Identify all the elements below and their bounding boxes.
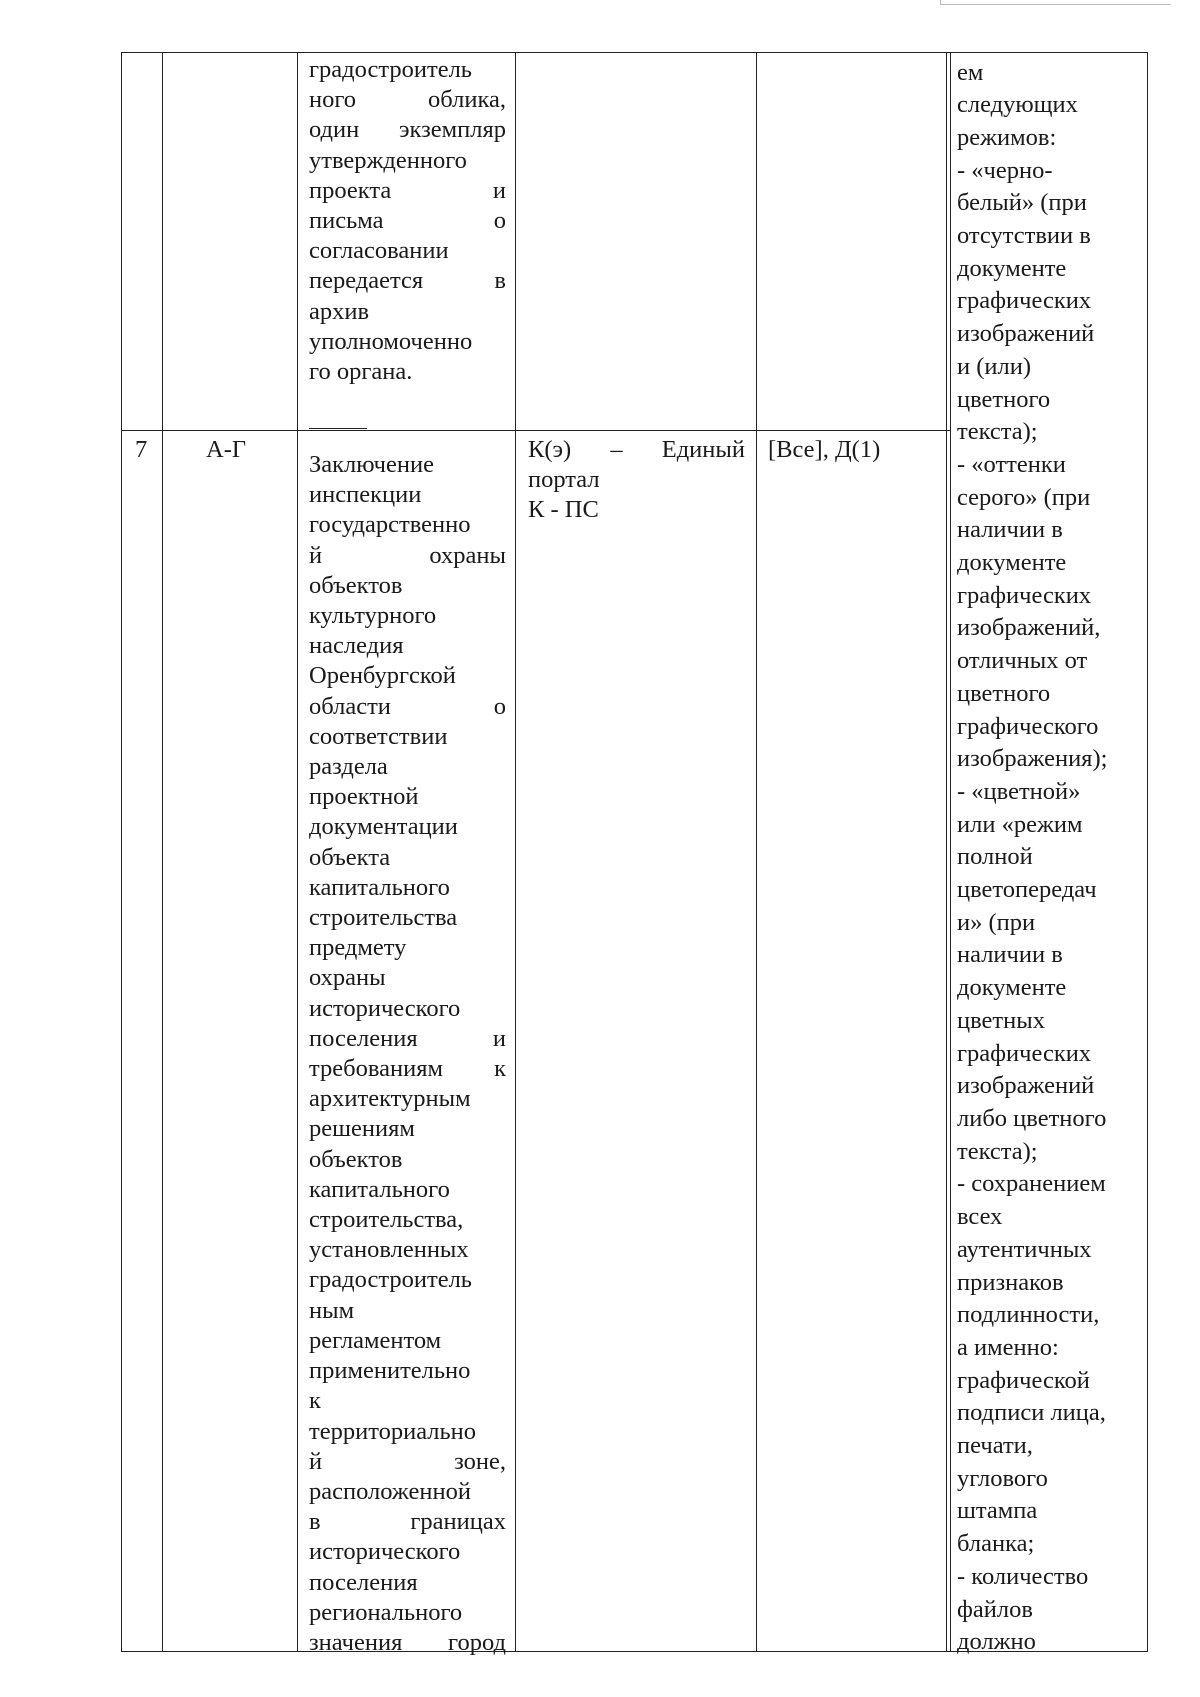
text-line: серого» (при: [957, 483, 1091, 511]
word: Единый: [661, 436, 745, 463]
text-line: ем: [957, 58, 984, 86]
text-line: графических: [957, 1039, 1092, 1067]
row7-requirements-code: [Все], Д(1): [768, 436, 881, 463]
text-line: [309, 85, 506, 115]
text-line: предмету: [309, 934, 407, 962]
text-line: государственно: [309, 511, 471, 539]
text-line: исторического: [309, 1538, 461, 1566]
text-line: проектной: [309, 783, 419, 811]
text-line: текста);: [957, 418, 1038, 446]
word: экземпляр: [398, 116, 506, 144]
word: границах: [410, 1508, 506, 1536]
word: и: [492, 1024, 506, 1052]
text-line: утвержденного: [309, 146, 467, 174]
text-line: Оренбургской: [309, 662, 456, 690]
text-line: [309, 115, 506, 145]
word: один: [309, 116, 360, 144]
text-line: изображения);: [957, 745, 1108, 773]
word: ного: [309, 86, 357, 114]
text-line: строительства: [309, 904, 458, 932]
text-line: культурного: [309, 602, 437, 630]
text-line: углового: [957, 1464, 1048, 1492]
text-line: или «режим: [957, 810, 1083, 838]
row-letters: А-Г: [206, 436, 247, 463]
text-line: Заключение: [309, 451, 434, 478]
text-line: изображений,: [957, 614, 1101, 642]
text-line: цветного: [957, 385, 1051, 413]
word: в: [494, 267, 506, 295]
word: охраны: [429, 541, 506, 569]
word: поселения: [309, 1024, 418, 1052]
word: письма: [309, 207, 384, 235]
text-line: [309, 1024, 506, 1054]
word: о: [493, 207, 506, 235]
text-line: капитального: [309, 873, 450, 901]
text-line: текста);: [957, 1137, 1038, 1165]
text-line: К - ПС: [528, 496, 599, 524]
text-line: го органа.: [309, 358, 413, 386]
text-line: инспекции: [309, 481, 422, 509]
table-right-border: [1147, 52, 1148, 1652]
text-line: расположенной: [309, 1477, 471, 1505]
text-line: цветопередач: [957, 876, 1097, 904]
text-line: архив: [309, 297, 370, 325]
text-line: документации: [309, 813, 458, 841]
text-line: [309, 692, 506, 722]
text-line: к: [309, 1387, 321, 1415]
col-divider-5a: [946, 52, 947, 1652]
text-line: поселения: [309, 1568, 418, 1596]
word: в: [309, 1508, 321, 1536]
word: передается: [309, 267, 424, 295]
text-line: либо цветного: [957, 1105, 1107, 1132]
page-corner-mark: [940, 0, 1171, 5]
text-line: признаков: [957, 1268, 1064, 1296]
text-line: установленных: [309, 1236, 469, 1264]
word: город: [448, 1628, 506, 1656]
text-line: применительно: [309, 1357, 471, 1385]
text-line: [309, 206, 506, 236]
word: к: [494, 1055, 506, 1083]
text-line: полной: [957, 843, 1033, 871]
text-line: [528, 435, 745, 465]
text-line: [309, 1054, 506, 1084]
row-number: 7: [135, 436, 148, 463]
col-divider-5b: [950, 52, 951, 1652]
text-line: охраны: [309, 964, 386, 992]
word: области: [309, 692, 391, 720]
word: й: [309, 1447, 323, 1475]
text-line: изображений: [957, 1072, 1095, 1100]
word: облика,: [428, 86, 506, 114]
text-line: - «черно-: [957, 156, 1053, 184]
word: –: [610, 436, 623, 463]
text-line: - «цветной»: [957, 777, 1081, 805]
text-line: регионального: [309, 1598, 463, 1626]
text-line: и (или): [957, 352, 1032, 380]
text-line: и» (при: [957, 908, 1036, 936]
text-line: - количество: [957, 1562, 1089, 1590]
text-line: штампа: [957, 1497, 1038, 1525]
text-line: [309, 266, 506, 296]
col-divider-4: [756, 52, 757, 1652]
prev-row-description: [309, 55, 506, 387]
text-line: бланка;: [957, 1530, 1035, 1558]
text-line: строительства,: [309, 1206, 464, 1234]
col-divider-3: [515, 52, 516, 1652]
text-line: регламентом: [309, 1326, 442, 1354]
row7-submission-method: [528, 435, 745, 526]
text-line: графических: [957, 581, 1092, 609]
text-line: объектов: [309, 571, 403, 599]
text-line: графической: [957, 1366, 1090, 1394]
word: о: [493, 692, 506, 720]
text-line: подписи лица,: [957, 1399, 1106, 1427]
text-line: документе: [957, 254, 1067, 282]
text-line: согласовании: [309, 237, 449, 265]
col-divider-2: [297, 52, 298, 1652]
text-line: всех: [957, 1203, 1003, 1231]
text-line: капитального: [309, 1175, 450, 1203]
text-line: документе: [957, 974, 1067, 1002]
text-line: документе: [957, 549, 1067, 577]
text-line: наличии в: [957, 516, 1063, 544]
text-line: цветных: [957, 1006, 1045, 1034]
text-line: [309, 176, 506, 206]
text-line: градостроитель: [309, 56, 472, 83]
text-line: [309, 1507, 506, 1537]
text-line: ным: [309, 1296, 355, 1324]
text-line: отличных от: [957, 647, 1088, 675]
text-line: архитектурным: [309, 1085, 471, 1113]
word: требованиям: [309, 1055, 443, 1083]
text-line: подлинности,: [957, 1301, 1100, 1329]
text-line: исторического: [309, 994, 461, 1022]
table-left-border: [121, 52, 122, 1652]
text-line: отсутствии в: [957, 222, 1091, 250]
text-line: графических: [957, 287, 1092, 315]
text-line: соответствии: [309, 722, 448, 750]
text-line: портал: [528, 466, 600, 494]
text-line: [309, 541, 506, 571]
text-line: графического: [957, 712, 1099, 740]
text-line: решениям: [309, 1115, 415, 1143]
text-line: объектов: [309, 1145, 403, 1173]
text-line: [309, 1628, 506, 1658]
text-line: файлов: [957, 1595, 1033, 1623]
text-line: градостроитель: [309, 1266, 472, 1294]
word: К(э): [528, 436, 572, 463]
text-line: объекта: [309, 843, 391, 871]
text-line: аутентичных: [957, 1235, 1092, 1263]
text-line: наследия: [309, 632, 404, 660]
text-line: изображений: [957, 320, 1095, 348]
col-divider-1: [162, 52, 163, 1652]
text-line: территориально: [309, 1417, 477, 1445]
text-line: - «оттенки: [957, 450, 1066, 478]
text-line: уполномоченно: [309, 327, 473, 355]
word: проекта: [309, 176, 392, 204]
word: й: [309, 541, 323, 569]
text-line: печати,: [957, 1432, 1033, 1460]
word: и: [492, 176, 506, 204]
text-line: цветного: [957, 679, 1051, 707]
text-line: а именно:: [957, 1333, 1059, 1361]
text-line: - сохранением: [957, 1170, 1106, 1198]
word: зоне,: [454, 1447, 506, 1475]
text-line: должно: [957, 1628, 1036, 1656]
word: значения: [309, 1628, 403, 1656]
text-line: [309, 1447, 506, 1477]
row7-description: [309, 450, 506, 1658]
text-line: следующих: [957, 91, 1078, 119]
row-separator: [121, 430, 950, 431]
short-underline: [309, 428, 367, 429]
text-line: наличии в: [957, 941, 1063, 969]
format-requirements-text: [957, 57, 1145, 1659]
text-line: раздела: [309, 753, 388, 781]
text-line: режимов:: [957, 123, 1057, 151]
text-line: белый» (при: [957, 189, 1087, 217]
table-top-border: [121, 52, 1148, 53]
